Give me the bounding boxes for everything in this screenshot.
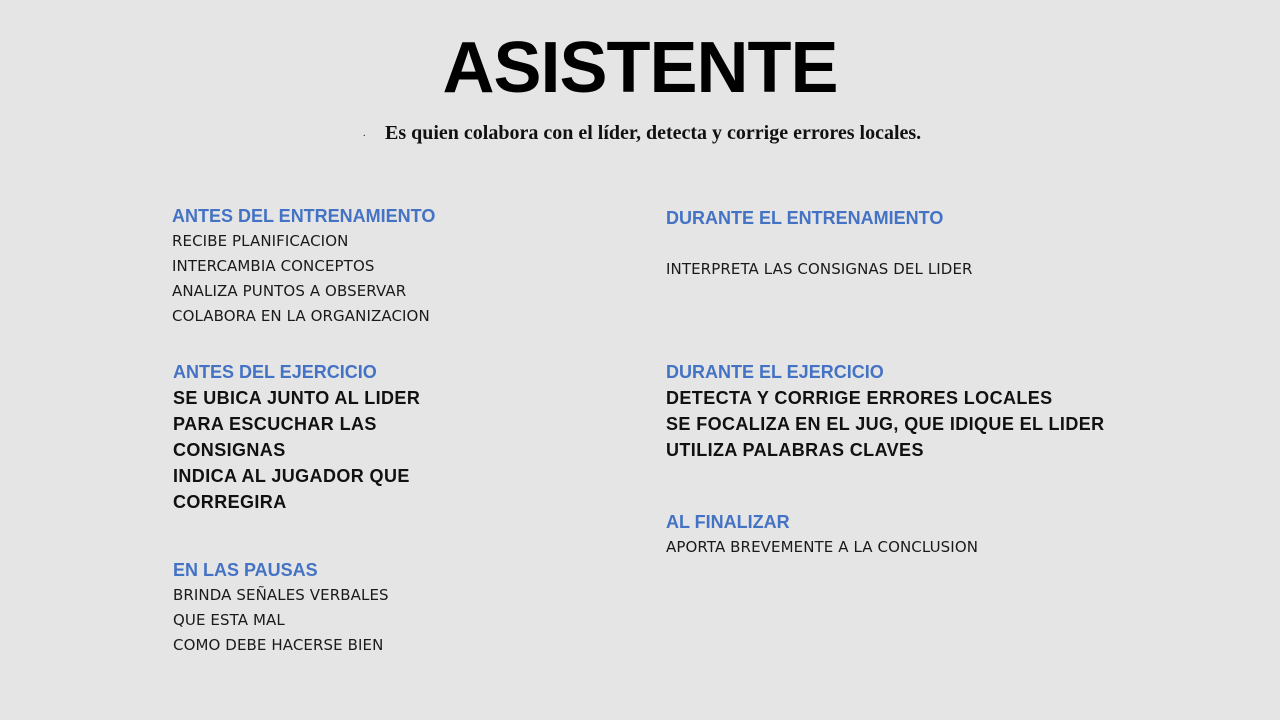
list-item: CONSIGNAS [173, 440, 286, 460]
section-antes-ejercicio [173, 359, 420, 515]
slide-title: ASISTENTE [442, 28, 838, 108]
subtitle-text: Es quien colabora con el líder, detecta y corrige errores locales. [385, 122, 922, 144]
section-en-pausas [173, 557, 389, 658]
list-item: QUE ESTA MAL [173, 611, 285, 629]
list-item: COMO DEBE HACERSE BIEN [173, 636, 384, 654]
list-item: RECIBE PLANIFICACION [172, 232, 349, 250]
list-item: UTILIZA PALABRAS CLAVES [666, 440, 924, 460]
section-heading: AL FINALIZAR [666, 512, 790, 532]
list-item: BRINDA SEÑALES VERBALES [173, 586, 389, 604]
list-item: SE FOCALIZA EN EL JUG, QUE IDIQUE EL LIDER [666, 414, 1105, 434]
subtitle-bullet: . [363, 128, 366, 140]
section-heading: ANTES DEL ENTRENAMIENTO [172, 206, 436, 226]
list-item: APORTA BREVEMENTE A LA CONCLUSION [666, 538, 979, 556]
section-antes-entrenamiento [172, 203, 435, 329]
list-item: INTERCAMBIA CONCEPTOS [172, 257, 375, 275]
list-item: ANALIZA PUNTOS A OBSERVAR [172, 282, 407, 300]
list-item: PARA ESCUCHAR LAS [173, 414, 377, 434]
section-durante-ejercicio [666, 359, 1105, 463]
list-item: INTERPRETA LAS CONSIGNAS DEL LIDER [666, 260, 973, 278]
section-heading: ANTES DEL EJERCICIO [173, 362, 377, 382]
section-durante-entrenamiento [666, 205, 973, 282]
section-heading: EN LAS PAUSAS [173, 560, 318, 580]
section-heading: DURANTE EL ENTRENAMIENTO [666, 208, 944, 228]
list-item: COLABORA EN LA ORGANIZACION [172, 307, 430, 325]
section-heading: DURANTE EL EJERCICIO [666, 362, 884, 382]
section-al-finalizar [666, 509, 978, 560]
list-item: INDICA AL JUGADOR QUE [173, 466, 410, 486]
slide-subtitle [363, 120, 921, 147]
list-item: SE UBICA JUNTO AL LIDER [173, 388, 421, 408]
list-item: DETECTA Y CORRIGE ERRORES LOCALES [666, 388, 1053, 408]
list-item: CORREGIRA [173, 492, 287, 512]
